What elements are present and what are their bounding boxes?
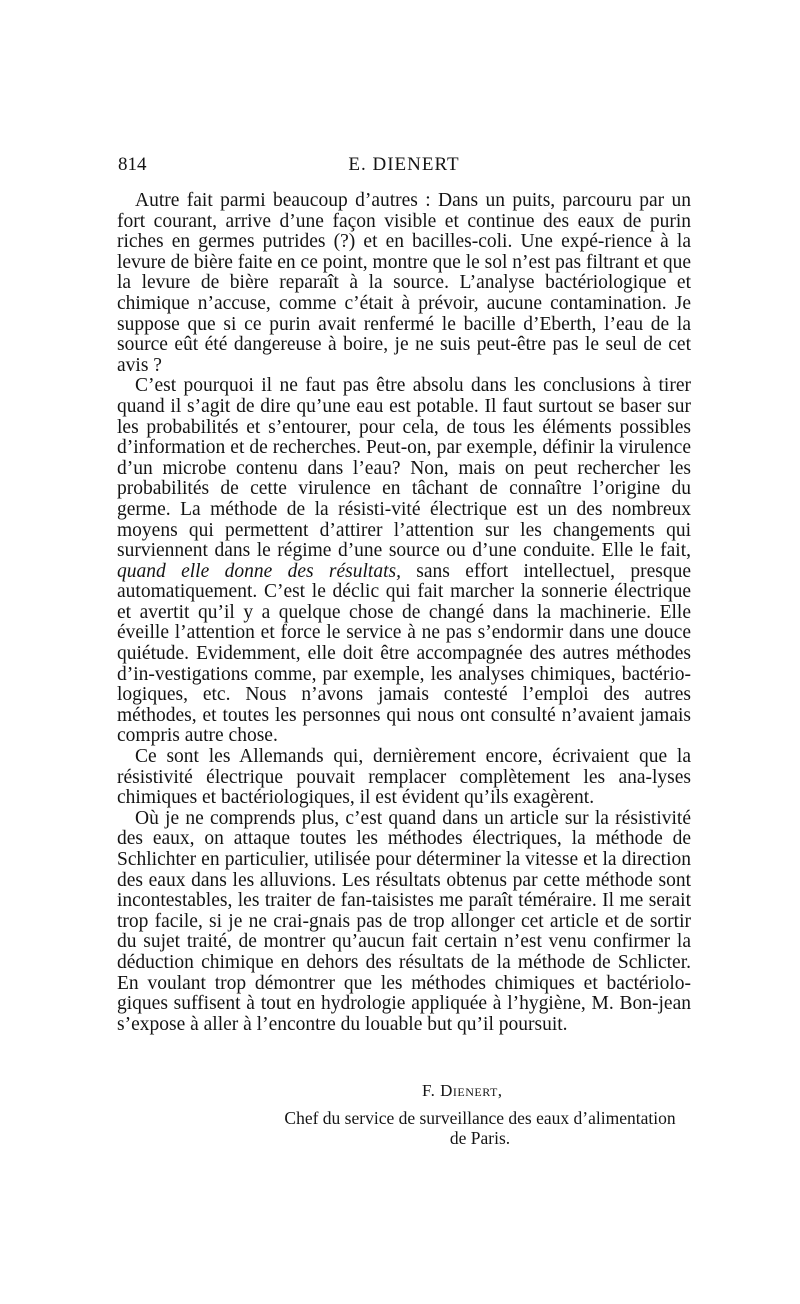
author-signature: F. Dienert, xyxy=(422,1081,503,1100)
paragraph-2-part-a: C’est pourquoi il ne faut pas être absolu dans les conclusions à tirer quand il s’agit de dire qu’une eau est potable. Il faut surtout se baser sur les probabilités et s’entourer, pour cela, de tous les éléments possibles d’information et de recherches. Peut-on, par exemple, définir la virulence d’un microbe contenu dans l’eau? Non, mais on peut rechercher les probabilités de cette virulence en tâchant de connaître l’origine du germe. La méthode de la résisti-vité électrique est un des nombreux moyens qui permettent d’attirer l’attention sur les changements qui surviennent dans le régime d’une source ou d’une conduite. Elle le fait, xyxy=(117,375,691,562)
paragraph-1: Autre fait parmi beaucoup d’autres : Dans un puits, parcouru par un fort courant, arrive d’une façon visible et continue des eaux de purin riches en germes putrides (?) et en bacilles-coli. Une expé-rience à la levure de bière faite en ce point, montre que le sol n’est pas filtrant et que la levure de bière reparaît à la source. L’analyse bactériologique et chimique n’accuse, comme c’était à prévoir, aucune contamination. Je suppose que si ce purin avait renfermé le bacille d’Eberth, l’eau de la source eût été dangereuse à boire, je ne suis peut-être pas le seul de cet avis ? xyxy=(117,190,691,376)
paragraph-2 xyxy=(117,376,691,747)
page-number: 814 xyxy=(118,154,147,175)
article-body xyxy=(117,191,691,1035)
running-title: E. DIENERT xyxy=(348,154,460,175)
paragraph-2-emphasis: quand elle donne des résultats, xyxy=(117,560,401,582)
affiliation-line-1: Chef du service de surveillance des eaux d’alimentation xyxy=(284,1108,676,1128)
paragraph-3: Ce sont les Allemands qui, dernièrement encore, écrivaient que la résistivité électrique pouvait remplacer complètement les ana-lyses chimiques et bactériologiques, il est évident qu’ils exagèrent. xyxy=(117,746,691,809)
page-header xyxy=(118,154,690,182)
paragraph-2-part-b: sans effort intellectuel, presque automatiquement. C’est le déclic qui fait marcher la sonnerie électrique et avertit qu’il y a quelque chose de changé dans la machinerie. Elle éveille l’attention et force le service à ne pas s’endormir dans une douce quiétude. Evidemment, elle doit être accompagnée des autres méthodes d’in-vestigations comme, par exemple, les analyses chimiques, bactério-logiques, etc. Nous n’avons jamais contesté l’emploi des autres méthodes, et toutes les personnes qui nous ont consulté n’avaient jamais compris autre chose. xyxy=(117,560,691,747)
author-affiliation xyxy=(250,1108,710,1148)
affiliation-line-2: de Paris. xyxy=(449,1128,511,1148)
paragraph-4: Où je ne comprends plus, c’est quand dans un article sur la résistivité des eaux, on attaque toutes les méthodes électriques, la méthode de Schlichter en particulier, utilisée pour déterminer la vitesse et la direction des eaux dans les alluvions. Les résultats obtenus par cette méthode sont incontestables, les traiter de fan-taisistes me paraît téméraire. Il me serait trop facile, si je ne crai-gnais pas de trop allonger cet article et de sortir du sujet traité, de montrer qu’aucun fait certain n’est venu confirmer la déduction chimique en dehors des résultats de la méthode de Schlicter. En voulant trop démontrer que les méthodes chimiques et bactériolo-giques suffisent à tout en hydrologie appliquée à l’hygiène, M. Bon-jean s’expose à aller à l’encontre du louable but qu’il poursuit. xyxy=(117,807,691,1035)
